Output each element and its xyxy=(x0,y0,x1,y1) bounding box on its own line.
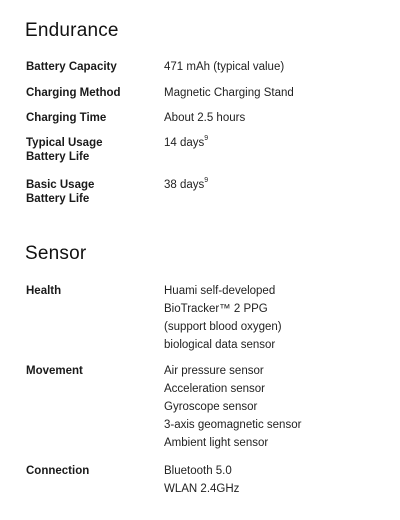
footnote-marker: 9 xyxy=(204,177,209,185)
spec-value: About 2.5 hours xyxy=(164,112,246,124)
spec-label: Basic Usage Battery Life xyxy=(26,179,95,205)
spec-label: Charging Time xyxy=(26,112,107,124)
spec-label: Typical Usage Battery Life xyxy=(26,137,103,163)
spec-value: 14 days$^9$ xyxy=(164,135,209,149)
spec-label: Charging Method xyxy=(26,87,121,99)
spec-label: Health xyxy=(26,285,62,297)
sensor-title: Sensor xyxy=(25,243,87,264)
spec-value: Huami self-developed BioTracker™ 2 PPG (support blood oxygen) biological data sensor xyxy=(164,285,282,351)
spec-label: Connection xyxy=(26,465,90,477)
spec-value: 471 mAh (typical value) xyxy=(164,61,285,73)
spec-label: Battery Capacity xyxy=(26,61,117,73)
spec-value: Bluetooth 5.0 WLAN 2.4GHz xyxy=(164,465,240,495)
footnote-marker: 9 xyxy=(204,135,209,143)
spec-label: Movement xyxy=(26,365,83,377)
spec-value: 38 days$^9$ xyxy=(164,177,209,191)
spec-value: Air pressure sensor Acceleration sensor Gyroscope sensor 3-axis geomagnetic sensor Ambient light sensor xyxy=(164,365,302,449)
spec-value: Magnetic Charging Stand xyxy=(164,87,294,99)
endurance-title: Endurance xyxy=(25,20,119,41)
